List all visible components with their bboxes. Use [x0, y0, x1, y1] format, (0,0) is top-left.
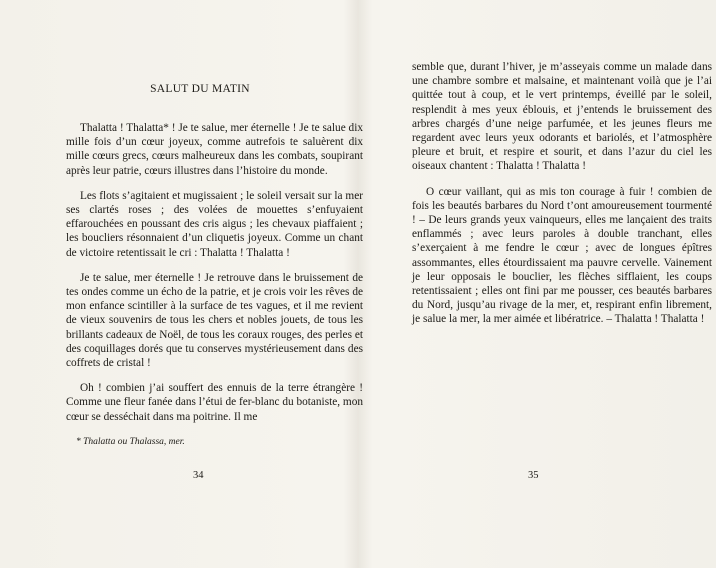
paragraph: Oh ! combien j’ai souffert des ennuis de la terre étrangère ! Comme une fleur fanée dans l’étui de fer-blanc du botaniste, mon cœur se desséchait dans ma poitrine. Il me [66, 382, 363, 423]
chapter-title: SALUT DU MATIN [150, 83, 250, 95]
right-page [398, 0, 716, 568]
paragraph: Je te salue, mer éternelle ! Je retrouve dans le bruissement de tes ondes comme un écho de la patrie, et je crois voir les rêves de mon enfance scintiller à la surface de tes vagues, et il me revient de vieux souvenirs de tous les chers et nobles jouets, de tous les brillants cadeaux de Noël, de tous les coraux rouges, des perles et des coquillages dorés que tu conserves mystérieusement dans des coffrets de cristal ! [66, 271, 363, 370]
paragraph: Les flots s’agitaient et mugissaient ; le soleil versait sur la mer ses clartés roses ; des volées de mouettes s’enfuyaient effarouchées en poussant des cris aigus ; les chevaux piaffaient ; les boucliers résonnaient d’un cliquetis joyeux. Comme un chant de victoire retentissait le cri : Thalatta ! Thalatta ! [66, 189, 363, 259]
paragraph: Thalatta ! Thalatta* ! Je te salue, mer éternelle ! Je te salue dix mille fois d’un cœur joyeux, comme autrefois te saluèrent dix mille cœurs grecs, cœurs malheureux dans les combats, soupirant après leur patrie, cœurs illustres dans l’histoire du monde. [66, 122, 363, 177]
left-text-column [66, 121, 363, 435]
footnote: * Thalatta ou Thalassa, mer. [76, 437, 185, 447]
paragraph: semble que, durant l’hiver, je m’asseyais comme un malade dans une chambre sombre et malsaine, et maintenant voilà que je l’ai quittée tout à coup, et le vert printemps, éveillé par le soleil, resplendit à mes yeux éblouis, et j’entends le bruissement des arbres chargés d’une neige parfumée, et les jeunes fleurs me regardent avec leurs yeux odorants et bariolés, et l’atmosphère pleure et bruit, et respire et sourit, et dans l’azur du ciel les oiseaux chantent : Thalatta ! Thalatta ! [412, 61, 712, 173]
left-page [50, 0, 380, 568]
page-number: 34 [193, 470, 204, 481]
paragraph: O cœur vaillant, qui as mis ton courage à fuir ! combien de fois les beautés barbares du Nord t’ont amoureusement tourmenté ! – De leurs grands yeux vainqueurs, elles me lançaient des traits enflammés ; avec leurs paroles à double tranchant, elles s’exerçaient à me fendre le cœur ; avec de longues épîtres assommantes, elles étourdissaient ma pauvre cervelle. Vainement je leur opposais le bouclier, les flèches sifflaient, les coups retentissaient ; elles ont fini par me pousser, ces beautés barbares du Nord, jusqu’au rivage de la mer, et, respirant enfin librement, je salue la mer, la mer aimée et libératrice. – Thalatta ! Thalatta ! [412, 185, 712, 326]
page-number: 35 [528, 470, 539, 481]
right-text-column [412, 60, 712, 338]
